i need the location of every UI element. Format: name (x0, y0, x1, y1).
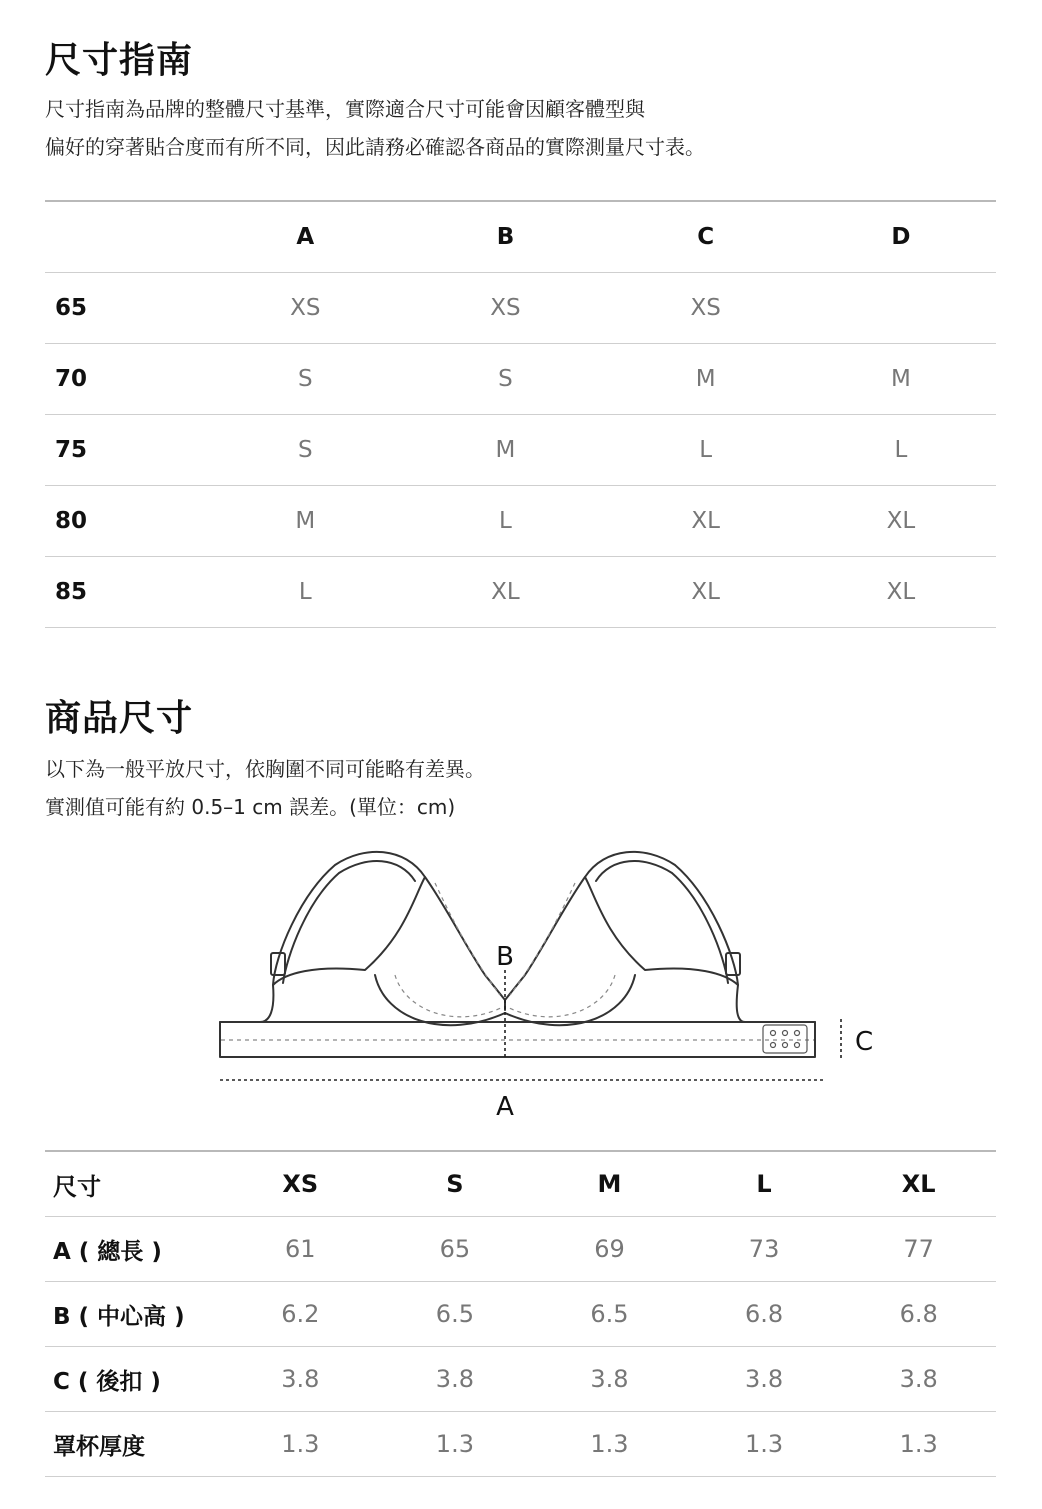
bra-outline (220, 852, 815, 1057)
measurement-cell: 1.3 (223, 1412, 378, 1477)
product-size-table (45, 1150, 996, 1477)
band-size-label: 65 (45, 273, 205, 344)
right-neckline-stitch (510, 883, 575, 995)
size-cell: XL (806, 557, 996, 628)
band-size-label: 70 (45, 344, 205, 415)
size-column-header: L (687, 1151, 842, 1217)
size-cell: XS (405, 273, 605, 344)
left-strap-inner (283, 861, 415, 983)
hook-dot (771, 1031, 776, 1036)
measurement-cell: 3.8 (687, 1347, 842, 1412)
measurement-cell: 77 (841, 1217, 996, 1282)
table-row (45, 486, 996, 557)
size-guide-desc-line1: 尺寸指南為品牌的整體尺寸基準，實際適合尺寸可能會因顧客體型與 (45, 97, 645, 121)
table-row (45, 344, 996, 415)
product-size-title: 商品尺寸 (45, 698, 194, 739)
size-cell: XL (806, 486, 996, 557)
measurement-cell: 3.8 (841, 1347, 996, 1412)
measurement-label: A ( 總長 ) (45, 1217, 223, 1282)
hook-dot (795, 1031, 800, 1036)
measurement-cell: 6.5 (532, 1282, 687, 1347)
product-desc-line1: 以下為一般平放尺寸，依胸圍不同可能略有差異。 (45, 757, 485, 781)
measurement-cell: 6.8 (841, 1282, 996, 1347)
size-column-header: S (378, 1151, 533, 1217)
left-strap (273, 852, 425, 985)
size-column-header: XL (841, 1151, 996, 1217)
size-guide-description (45, 90, 705, 166)
measurement-cell: 6.5 (378, 1282, 533, 1347)
band-size-label: 80 (45, 486, 205, 557)
measurement-lines (220, 970, 841, 1080)
size-column-header: XS (223, 1151, 378, 1217)
cup-column-header: C (606, 201, 806, 273)
right-strap (585, 852, 738, 985)
product-size-description (45, 750, 485, 826)
hook-dot (783, 1043, 788, 1048)
cup-column-header: B (405, 201, 605, 273)
size-cell: XS (205, 273, 405, 344)
measurement-cell: 1.3 (532, 1412, 687, 1477)
cup-column-header: A (205, 201, 405, 273)
measurement-cell: 69 (532, 1217, 687, 1282)
measurement-cell: 1.3 (378, 1412, 533, 1477)
bra-measurement-diagram (45, 835, 996, 1135)
product-size-header-row (45, 1151, 996, 1217)
size-cell: XL (606, 557, 806, 628)
size-cell: XL (606, 486, 806, 557)
size-cell: S (205, 344, 405, 415)
table-row (45, 1347, 996, 1412)
size-cell: M (205, 486, 405, 557)
size-cell: L (205, 557, 405, 628)
hook-eye-closure (763, 1025, 807, 1053)
measurement-cell: 61 (223, 1217, 378, 1282)
size-cell: XS (606, 273, 806, 344)
measurement-cell: 3.8 (532, 1347, 687, 1412)
measurement-label: 罩杯厚度 (45, 1412, 223, 1477)
left-cup-outline (220, 877, 505, 1022)
size-guide-desc-line2: 偏好的穿著貼合度而有所不同，因此請務必確認各商品的實際測量尺寸表。 (45, 135, 705, 159)
table-row (45, 1412, 996, 1477)
table-row (45, 557, 996, 628)
right-cup-outline (505, 877, 815, 1022)
band-size-label: 85 (45, 557, 205, 628)
size-guide-title: 尺寸指南 (45, 40, 194, 81)
left-cup-stitch (395, 975, 503, 1017)
measurement-cell: 3.8 (378, 1347, 533, 1412)
left-underwire (375, 975, 505, 1025)
measurement-cell: 73 (687, 1217, 842, 1282)
size-cell: L (806, 415, 996, 486)
measurement-cell: 1.3 (687, 1412, 842, 1477)
table-row (45, 1282, 996, 1347)
measure-label-c: C (855, 1027, 874, 1057)
size-guide-table (45, 200, 996, 628)
hook-dot (771, 1043, 776, 1048)
measurement-cell: 3.8 (223, 1347, 378, 1412)
size-header-label: 尺寸 (45, 1151, 223, 1217)
size-cell: S (405, 344, 605, 415)
table-row (45, 1217, 996, 1282)
measurement-cell: 6.2 (223, 1282, 378, 1347)
size-guide-header-row (45, 201, 996, 273)
table-row (45, 415, 996, 486)
cup-column-header: D (806, 201, 996, 273)
size-cell: XL (405, 557, 605, 628)
size-cell: M (405, 415, 605, 486)
measure-label-b: B (496, 942, 514, 972)
hook-dot (783, 1031, 788, 1036)
right-underwire (505, 975, 635, 1025)
size-cell: L (405, 486, 605, 557)
size-cell: S (205, 415, 405, 486)
right-strap-inner (596, 861, 728, 983)
size-cell: L (606, 415, 806, 486)
measure-label-a: A (496, 1092, 514, 1122)
product-desc-line2: 實測值可能有約 0.5–1 cm 誤差。(單位：cm) (45, 795, 456, 819)
hook-panel (763, 1025, 807, 1053)
size-cell: M (606, 344, 806, 415)
band-size-label: 75 (45, 415, 205, 486)
size-cell (806, 273, 996, 344)
measurement-label: B ( 中心高 ) (45, 1282, 223, 1347)
size-column-header: M (532, 1151, 687, 1217)
left-neckline-stitch (435, 883, 500, 995)
measurement-cell: 1.3 (841, 1412, 996, 1477)
hook-dot (795, 1043, 800, 1048)
size-cell: M (806, 344, 996, 415)
table-row (45, 273, 996, 344)
measurement-cell: 6.8 (687, 1282, 842, 1347)
measurement-cell: 65 (378, 1217, 533, 1282)
right-cup-stitch (507, 975, 615, 1017)
measurement-label: C ( 後扣 ) (45, 1347, 223, 1412)
size-guide-corner-cell (45, 201, 205, 273)
